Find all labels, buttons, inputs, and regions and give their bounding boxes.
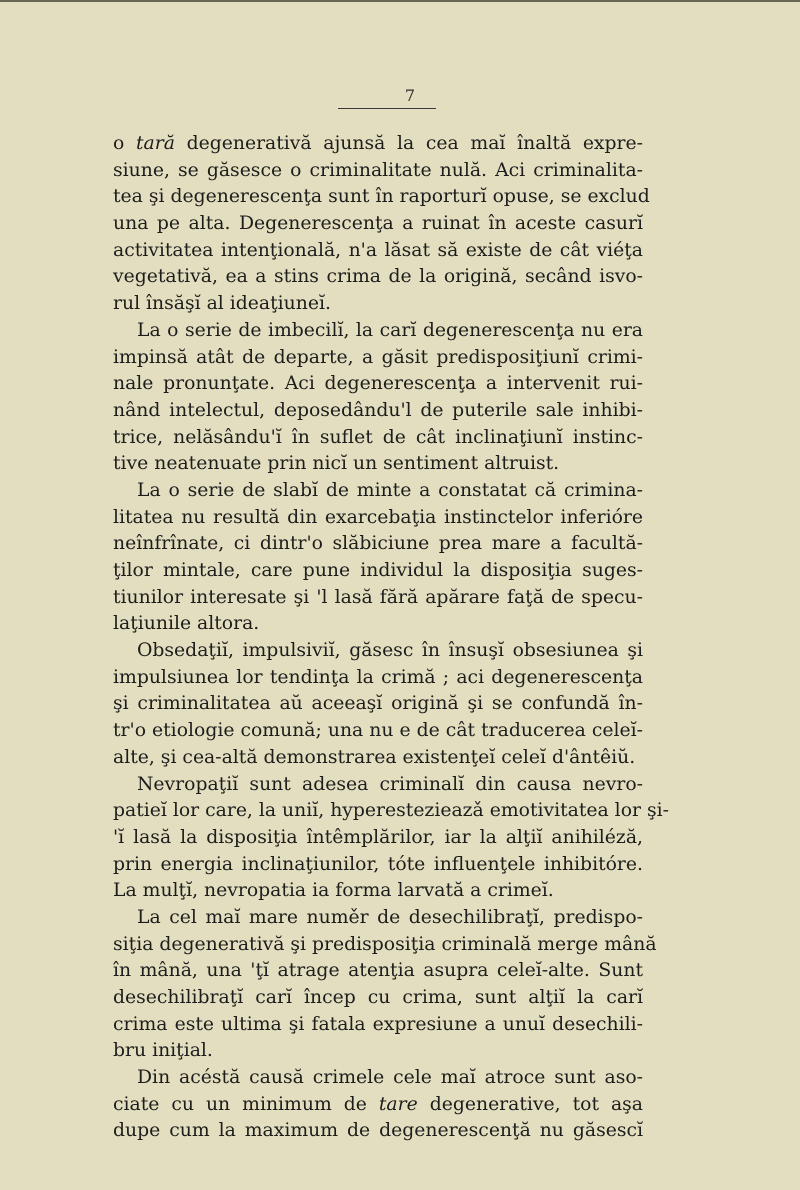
text-fragment: alte, şi cea-altă demonstrarea existenţeĭ celeĭ d'ântêiŭ. [113, 746, 636, 768]
text-fragment: La cel maĭ mare numěr de desechilibraţĭ, predispo- [137, 906, 643, 928]
text-line [113, 1092, 643, 1119]
text-fragment: Obsedaţiĭ, impulsiviĭ, găsesc în însuşĭ obsesiunea şi [137, 640, 643, 662]
text-line [113, 318, 643, 345]
text-fragment: siţia degenerativă şi predisposiţia criminală merge mână [113, 933, 657, 955]
text-fragment: nale pronunţate. Aci degenerescenţa a intervenit rui- [113, 373, 643, 395]
page-number: 7 [404, 86, 416, 105]
text-fragment: tea şi degenerescenţa sunt în raporturĭ opuse, se exclud [113, 186, 650, 208]
text-fragment: una pe alta. Degenerescenţa a ruinat în aceste casurĭ [113, 213, 643, 235]
text-fragment: trice, nelăsându'ĭ în suflet de cât inclinaţiunĭ instinc- [113, 426, 643, 448]
text-line [113, 184, 650, 211]
text-fragment: activitatea intenţională, n'a lăsat să existe de cât viéţa [113, 239, 643, 261]
text-fragment: impulsiunea lor tendinţa la crimă ; aci degenerescenţa [113, 666, 643, 688]
text-fragment: La mulţĭ, nevropatia ia forma larvată a crimeĭ. [113, 880, 554, 902]
text-fragment: şi criminalitatea aŭ aceeaşĭ origină şi se confundă în- [113, 693, 643, 715]
text-line [113, 611, 643, 638]
text-line [113, 425, 643, 452]
text-fragment: degenerative, tot aşa [417, 1093, 644, 1115]
italic-word: tară [135, 133, 175, 154]
text-fragment: nând intelectul, deposedându'l de puterile sale inhibi- [113, 399, 643, 421]
page-number-rule [338, 108, 436, 109]
text-fragment: vegetativă, ea a stins crima de la origină, secând isvo- [113, 266, 643, 288]
text-line [113, 291, 643, 318]
text-fragment: bru iniţial. [113, 1040, 213, 1062]
text-fragment: Din acéstă causă crimele cele maĭ atroce sunt aso- [137, 1067, 643, 1089]
text-line [113, 772, 643, 799]
text-fragment: tive neatenuate prin nicĭ un sentiment altruist. [113, 453, 560, 475]
text-fragment: dupe cum la maximum de degenerescenţă nu găsescĭ [113, 1120, 643, 1142]
text-line [113, 638, 643, 665]
text-fragment: crima este ultima şi fatala expresiune a unuĭ desechili- [113, 1013, 643, 1035]
text-fragment: neînfrînate, ci dintr'o slăbiciune prea mare a facultă- [113, 533, 643, 555]
text-line [113, 852, 643, 879]
italic-word: tare [378, 1093, 418, 1115]
text-line [113, 1118, 643, 1145]
text-line [113, 1012, 643, 1039]
text-fragment: desechilibraţĭ carĭ încep cu crima, sunt alţiĭ la carĭ [113, 987, 643, 1008]
text-line [113, 691, 643, 718]
text-line [113, 585, 643, 612]
text-line [113, 345, 643, 372]
text-fragment: în mână, una 'ţĭ atrage atenţia asupra celeĭ-alte. Sunt [113, 960, 643, 982]
text-fragment: litatea nu resultă din exarcebaţia instinctelor inferióre [113, 506, 643, 528]
text-fragment: o [113, 133, 136, 154]
text-fragment: laţiunile altora. [113, 613, 260, 635]
text-line [113, 745, 643, 772]
text-line [113, 958, 643, 985]
text-fragment: 'ĭ lasă la disposiţia întêmplărilor, iar la alţiĭ anihiléză, [113, 826, 643, 848]
text-line [113, 238, 643, 265]
text-line [113, 825, 643, 852]
text-fragment: impinsă atât de departe, a găsit predisposiţiunĭ crimi- [113, 346, 643, 368]
text-line [113, 398, 643, 425]
text-line [113, 798, 669, 825]
text-line [113, 1065, 643, 1092]
text-line [113, 985, 643, 1012]
text-line [113, 211, 643, 238]
text-line [113, 478, 643, 505]
page-top-edge [0, 0, 800, 2]
text-line [113, 665, 643, 692]
text-fragment: La o serie de imbecilĭ, la carĭ degenerescenţa nu era [137, 319, 643, 341]
text-fragment: Nevropaţiĭ sunt adesea criminalĭ din causa nevro- [137, 773, 643, 795]
text-line [113, 505, 643, 532]
text-fragment: tiunilor interesate şi 'l lasă fără apărare faţă de specu- [113, 586, 643, 608]
text-line [113, 932, 657, 959]
text-fragment: La o serie de slabĭ de minte a constatat că crimina- [137, 479, 643, 501]
text-line [113, 905, 643, 932]
body-text [113, 131, 669, 1145]
text-line [113, 451, 643, 478]
text-line [113, 531, 643, 558]
text-fragment: degenerativă ajunsă la cea maĭ înaltă expre- [174, 133, 643, 154]
text-fragment: tr'o etiologie comună; una nu e de cât traducerea celeĭ- [113, 720, 643, 742]
text-line [113, 718, 643, 745]
text-fragment: siune, se găsesce o criminalitate nulă. Aci criminalita- [113, 159, 643, 181]
text-fragment: ciate cu un minimum de [113, 1093, 379, 1115]
text-line [113, 264, 643, 291]
text-fragment: prin energia inclinaţiunilor, tóte influenţele inhibitóre. [113, 853, 643, 875]
text-line [113, 158, 643, 185]
text-fragment: rul însăşĭ al ideaţiuneĭ. [113, 293, 331, 315]
text-line [113, 131, 643, 158]
text-line [113, 878, 643, 905]
text-fragment: ţilor mintale, care pune individul la disposiţia suges- [113, 560, 643, 581]
text-line [113, 558, 643, 585]
text-line [113, 1038, 643, 1065]
text-fragment: patieĭ lor care, la uniĭ, hyperestezieazǎ emotivitatea lor şi- [113, 800, 669, 822]
text-line [113, 371, 643, 398]
